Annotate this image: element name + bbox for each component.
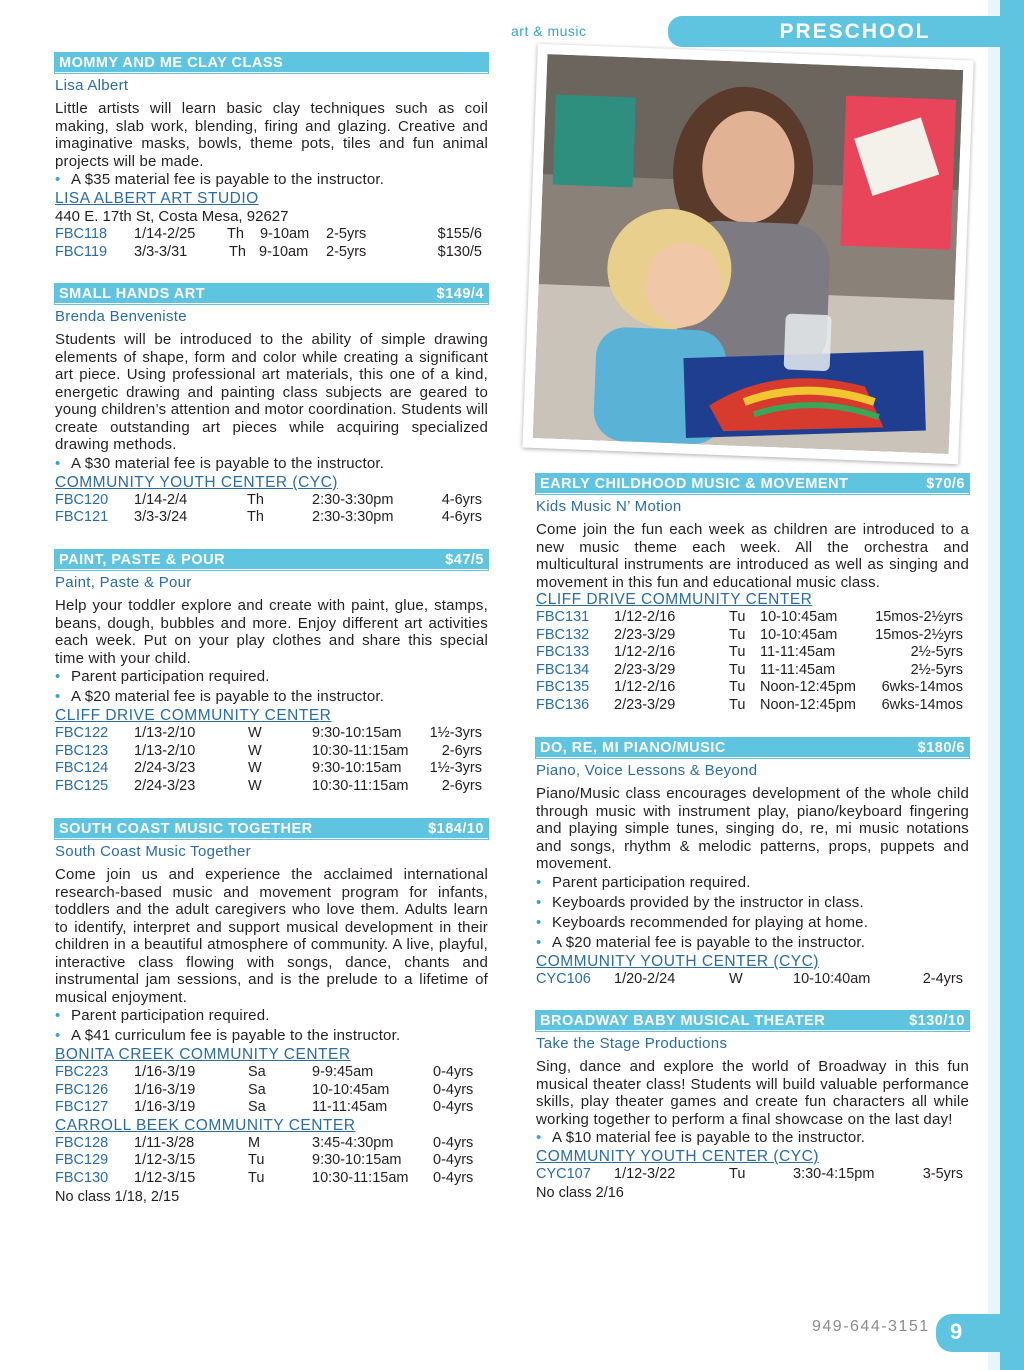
class-code: FBC135: [536, 679, 590, 696]
class-code: FBC128: [55, 1134, 109, 1151]
class-age: 0-4yrs: [433, 1064, 474, 1080]
class-code: FBC136: [536, 696, 590, 713]
class-description: Help your toddler explore and create with paint, glue, stamps, beans, dough, bubbles and more. Enjoy different art activities each week. Put on your play clothes and share this special time with your child.: [55, 597, 488, 667]
class-dates: 1/12-2/16: [614, 609, 676, 625]
class-day: Sa: [248, 1064, 266, 1080]
class-title: MOMMY AND ME CLAY CLASS: [59, 54, 284, 71]
class-dates: 2/23-3/29: [614, 661, 676, 678]
class-code: FBC129: [55, 1152, 109, 1169]
class-dates: 1/14-2/4: [134, 491, 188, 508]
class-time: 10-10:45am: [760, 609, 838, 625]
class-time: 11-11:45am: [760, 644, 836, 661]
class-age: 2½-5yrs: [910, 661, 963, 678]
schedule-row: [55, 1152, 488, 1170]
instructor-name: South Coast Music Together: [55, 843, 251, 860]
instructor-name: Kids Music N’ Motion: [536, 498, 682, 515]
schedule-row: [55, 725, 488, 743]
class-time: 10-10:45am: [760, 626, 838, 643]
class-header: [536, 1011, 969, 1031]
class-code: FBC223: [55, 1064, 109, 1080]
class-time: 9:30-10:15am: [312, 1152, 402, 1169]
class-age: 0-4yrs: [433, 1169, 474, 1186]
schedule-note: No class 1/18, 2/15: [55, 1188, 180, 1205]
class-day: Th: [247, 491, 264, 508]
class-dates: 1/14-2/25: [134, 226, 196, 242]
class-fee: $155/6: [437, 226, 482, 242]
class-time: 9:30-10:15am: [312, 725, 402, 741]
class-code: FBC119: [55, 243, 108, 260]
class-dates: 1/11-3/28: [134, 1134, 195, 1151]
bullet-item: • A $20 material fee is payable to the instructor.: [536, 933, 969, 953]
location-link[interactable]: COMMUNITY YOUTH CENTER (CYC): [536, 952, 819, 970]
class-age: 2-6yrs: [441, 742, 482, 759]
class-age: 0-4yrs: [433, 1099, 474, 1116]
class-code: FBC120: [55, 491, 109, 508]
class-dates: 1/13-2/10: [134, 742, 196, 759]
schedule-row: [55, 1099, 488, 1117]
class-dates: 3/3-3/31: [134, 243, 188, 260]
class-time: Noon-12:45pm: [760, 696, 856, 713]
class-dates: 1/12-2/16: [614, 644, 676, 661]
class-time: Noon-12:45pm: [760, 679, 856, 696]
class-code: FBC126: [55, 1081, 109, 1098]
bullet-item: • Keyboards recommended for playing at home.: [536, 913, 969, 933]
class-description: Come join the fun each week as children are introduced to a new music theme each week. All the orchestra and multicultural instruments are introduced as well as singing and movement in this fun and educational music class.: [536, 521, 969, 591]
class-description: Students will be introduced to the ability of simple drawing elements of shape, form and color while creating a significant art piece. Using professional art materials, this one of a kind, energetic drawing and painting class subjects are geared to young children’s attention and motor coordination. Students will create outstanding art pieces while acquiring specialized drawing methods.: [55, 331, 488, 453]
class-block: [55, 53, 488, 261]
class-time: 2:30-3:30pm: [312, 491, 394, 508]
page-number: 9: [950, 1319, 963, 1344]
location-link[interactable]: LISA ALBERT ART STUDIO: [55, 190, 259, 207]
class-age: 6wks-14mos: [881, 696, 963, 713]
schedule-row: [55, 1135, 488, 1153]
class-header: [55, 819, 488, 839]
class-time: 10-10:45am: [312, 1081, 390, 1098]
class-code: CYC106: [536, 970, 591, 987]
class-time: 3:45-4:30pm: [312, 1134, 394, 1151]
schedule-row: [536, 644, 969, 662]
class-age: 1½-3yrs: [429, 760, 482, 777]
class-title: PAINT, PASTE & POUR: [59, 551, 226, 568]
class-code: FBC118: [55, 226, 108, 242]
class-age: 1½-3yrs: [429, 725, 482, 741]
instructor-name: Brenda Benveniste: [55, 308, 187, 325]
class-header: [55, 550, 488, 570]
bullet-item: • A $20 material fee is payable to the instructor.: [55, 687, 488, 707]
schedule-row: [536, 662, 969, 680]
class-dates: 1/16-3/19: [134, 1064, 196, 1080]
class-fee: $130/5: [437, 243, 482, 260]
instructor-name: Take the Stage Productions: [536, 1035, 728, 1052]
schedule-row: [536, 1166, 969, 1184]
class-age: 2-5yrs: [326, 243, 367, 260]
location-link[interactable]: CLIFF DRIVE COMMUNITY CENTER: [536, 591, 813, 608]
class-dates: 1/12-3/22: [614, 1166, 676, 1182]
schedule-row: [55, 244, 488, 262]
schedule-row: [55, 1170, 488, 1188]
class-block: [55, 819, 488, 1206]
class-code: FBC130: [55, 1169, 109, 1186]
schedule-row: [536, 679, 969, 697]
class-code: FBC123: [55, 742, 109, 759]
class-price: $180/6: [917, 739, 965, 756]
class-time: 2:30-3:30pm: [312, 509, 394, 526]
class-dates: 1/13-2/10: [134, 725, 196, 741]
class-age: 2-4yrs: [922, 970, 963, 987]
class-day: W: [248, 760, 262, 777]
class-age: 2½-5yrs: [910, 644, 963, 661]
class-day: Tu: [248, 1152, 265, 1169]
class-age: 15mos-2½yrs: [875, 609, 963, 625]
schedule-row: [536, 971, 969, 989]
class-time: 10-10:40am: [793, 970, 871, 987]
class-block: [536, 738, 969, 988]
bullet-item: • A $35 material fee is payable to the instructor.: [55, 170, 488, 190]
class-time: 10:30-11:15am: [312, 777, 409, 794]
class-time: 10:30-11:15am: [312, 1169, 409, 1186]
class-age: 2-5yrs: [326, 226, 367, 242]
class-time: 9:30-10:15am: [312, 760, 402, 777]
class-dates: 1/12-3/15: [134, 1169, 196, 1186]
class-code: FBC121: [55, 509, 109, 526]
class-price: $70/6: [926, 475, 965, 492]
location-link[interactable]: CLIFF DRIVE COMMUNITY CENTER: [55, 707, 332, 724]
class-age: 3-5yrs: [922, 1166, 963, 1182]
class-block: [55, 550, 488, 795]
class-day: Sa: [248, 1081, 266, 1098]
class-description: Sing, dance and explore the world of Broadway in this fun musical theater class! Students will build valuable performance skills, play theater games and create fun characters all while working together to perform a final showcase on the last day!: [536, 1058, 969, 1128]
right-edge-pale-strip: [988, 0, 1000, 1370]
location-address: 440 E. 17th St, Costa Mesa, 92627: [55, 208, 289, 225]
instructor-name: Piano, Voice Lessons & Beyond: [536, 762, 758, 779]
class-code: FBC125: [55, 777, 109, 794]
location-link[interactable]: COMMUNITY YOUTH CENTER (CYC): [536, 1148, 819, 1165]
class-code: FBC131: [536, 609, 590, 625]
class-block: [536, 474, 969, 715]
class-block: [536, 1011, 969, 1202]
schedule-row: [55, 760, 488, 778]
bullet-item: • Parent participation required.: [55, 1006, 488, 1026]
schedule-note: No class 2/16: [536, 1184, 624, 1201]
class-title: SMALL HANDS ART: [59, 285, 206, 302]
class-day: Tu: [248, 1169, 265, 1186]
class-price: $130/10: [909, 1012, 965, 1029]
bullet-item: • A $30 material fee is payable to the instructor.: [55, 454, 488, 474]
class-day: W: [248, 742, 262, 759]
class-day: Th: [229, 243, 246, 260]
class-day: Tu: [729, 644, 746, 661]
class-time: 3:30-4:15pm: [793, 1166, 875, 1182]
class-time: 9-10am: [259, 243, 309, 260]
class-code: FBC132: [536, 626, 590, 643]
class-code: FBC122: [55, 725, 109, 741]
schedule-row: [536, 609, 969, 627]
class-dates: 2/24-3/23: [134, 760, 196, 777]
subcategory-label: art & music: [511, 23, 587, 39]
class-day: Tu: [729, 609, 746, 625]
class-day: W: [729, 970, 743, 987]
class-day: Tu: [729, 1166, 746, 1182]
class-day: Tu: [729, 679, 746, 696]
class-title: BROADWAY BABY MUSICAL THEATER: [540, 1012, 826, 1029]
schedule-row: [55, 743, 488, 761]
bullet-item: • Parent participation required.: [55, 667, 488, 687]
schedule-row: [55, 509, 488, 527]
schedule-row: [55, 1064, 488, 1082]
class-dates: 1/20-2/24: [614, 970, 676, 987]
bullet-item: • A $10 material fee is payable to the instructor.: [536, 1128, 969, 1148]
class-day: W: [248, 725, 262, 741]
class-dates: 1/12-2/16: [614, 679, 676, 696]
class-time: 9-9:45am: [312, 1064, 374, 1080]
class-code: FBC133: [536, 644, 590, 661]
schedule-row: [55, 778, 488, 796]
location-link[interactable]: CARROLL BEEK COMMUNITY CENTER: [55, 1116, 356, 1134]
class-price: $149/4: [436, 285, 484, 302]
class-dates: 2/23-3/29: [614, 626, 676, 643]
class-time: 10:30-11:15am: [312, 742, 409, 759]
schedule-row: [55, 1082, 488, 1100]
class-day: Th: [227, 226, 244, 242]
schedule-row: [55, 226, 488, 244]
phone-number: 949-644-3151: [812, 1318, 930, 1335]
class-age: 6wks-14mos: [881, 679, 963, 696]
class-price: $184/10: [428, 820, 484, 837]
class-header: [536, 738, 969, 758]
schedule-row: [536, 627, 969, 645]
instructor-name: Lisa Albert: [55, 77, 129, 94]
schedule-row: [55, 492, 488, 510]
class-dates: 1/12-3/15: [134, 1152, 196, 1169]
class-header: [536, 474, 969, 494]
class-time: 9-10am: [260, 226, 310, 242]
instructor-name: Paint, Paste & Pour: [55, 574, 192, 591]
class-day: Tu: [729, 626, 746, 643]
class-dates: 2/23-3/29: [614, 696, 676, 713]
class-day: Sa: [248, 1099, 266, 1116]
class-description: Come join us and experience the acclaimed international research-based music and movement program for infants, toddlers and the adult caregivers who love them. Adults learn to identify, interpret and support musical development in their children in a beautiful atmosphere of community. A live, playful, interactive class flowing with songs, dance, chants and instrumental jam sessions, and is the prelude to a lifetime of musical enjoyment.: [55, 866, 488, 1006]
class-header: [55, 284, 488, 304]
mother-child-painting-image: [533, 54, 963, 454]
location-link[interactable]: BONITA CREEK COMMUNITY CENTER: [55, 1046, 351, 1063]
class-block: [55, 284, 488, 527]
right-edge-bar: [1000, 0, 1024, 1370]
class-dates: 2/24-3/23: [134, 777, 196, 794]
class-dates: 1/16-3/19: [134, 1081, 196, 1098]
class-day: M: [248, 1134, 261, 1151]
class-age: 0-4yrs: [433, 1081, 474, 1098]
class-title: EARLY CHILDHOOD MUSIC & MOVEMENT: [540, 475, 849, 492]
class-code: FBC127: [55, 1099, 109, 1116]
class-day: W: [248, 777, 262, 794]
page-number-tab: [936, 1314, 1000, 1352]
class-age: 0-4yrs: [433, 1134, 474, 1151]
class-dates: 3/3-3/24: [134, 509, 188, 526]
class-title: SOUTH COAST MUSIC TOGETHER: [59, 820, 313, 837]
bullet-item: • Parent participation required.: [536, 873, 969, 893]
class-dates: 1/16-3/19: [134, 1099, 196, 1116]
class-code: FBC124: [55, 760, 109, 777]
class-age: 15mos-2½yrs: [875, 626, 963, 643]
class-day: Th: [247, 509, 264, 526]
class-age: 4-6yrs: [441, 509, 482, 526]
location-link[interactable]: COMMUNITY YOUTH CENTER (CYC): [55, 473, 338, 491]
class-code: FBC134: [536, 661, 590, 678]
class-age: 4-6yrs: [441, 491, 482, 508]
class-age: 0-4yrs: [433, 1152, 474, 1169]
class-day: Tu: [729, 696, 746, 713]
section-title: PRESCHOOL: [779, 20, 931, 43]
bullet-item: • Keyboards provided by the instructor in class.: [536, 893, 969, 913]
class-time: 11-11:45am: [312, 1099, 388, 1116]
class-time: 11-11:45am: [760, 661, 836, 678]
class-day: Tu: [729, 661, 746, 678]
class-price: $47/5: [445, 551, 484, 568]
class-description: Piano/Music class encourages development of the whole child through music with instrument play, piano/keyboard fingering and playing simple tunes, singing do, re, mi music notations and songs, rhythm & melodic patterns, props, puppets and movement.: [536, 785, 969, 872]
schedule-row: [536, 697, 969, 715]
class-description: Little artists will learn basic clay techniques such as coil making, slab work, blending, firing and glazing. Creative and imaginative masks, bowls, theme pots, tiles and fun animal projects will be made.: [55, 100, 488, 170]
class-code: CYC107: [536, 1166, 591, 1182]
class-age: 2-6yrs: [441, 777, 482, 794]
class-header: [55, 53, 488, 73]
class-title: DO, RE, MI PIANO/MUSIC: [540, 739, 726, 756]
class-photo: [522, 44, 973, 464]
section-tab: [668, 16, 1012, 47]
bullet-item: • A $41 curriculum fee is payable to the instructor.: [55, 1026, 488, 1046]
